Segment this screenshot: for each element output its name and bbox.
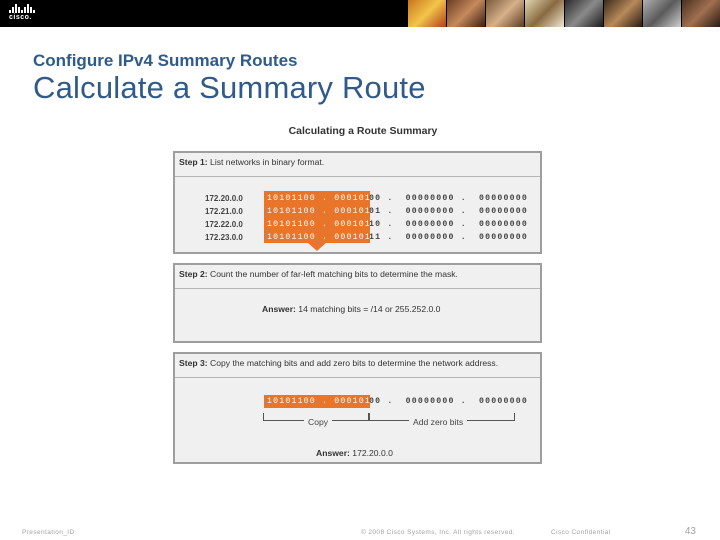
step2-heading: Step 2: Count the number of far-left matching bits to determine the mask. <box>179 269 458 279</box>
footer-copyright: © 2008 Cisco Systems, Inc. All rights reserved. <box>361 529 516 536</box>
header-banner <box>0 0 720 27</box>
binary-match-bits: 10101100 . 000101 <box>267 220 371 229</box>
cisco-bars-icon <box>9 4 43 13</box>
slide-subtitle: Configure IPv4 Summary Routes <box>33 51 298 70</box>
binary-match-bits: 10101100 . 000101 <box>267 397 371 406</box>
cisco-logo <box>9 4 43 24</box>
step2-answer: Answer: 14 matching bits = /14 or 255.252.0.0 <box>262 304 441 314</box>
network-label: 172.22.0.0 <box>205 220 243 229</box>
page-number: 43 <box>684 526 696 537</box>
step2-panel <box>173 263 542 343</box>
step3-heading: Step 3: Copy the matching bits and add zero bits to determine the network address. <box>179 358 499 368</box>
step1-heading: Step 1: List networks in binary format. <box>179 157 325 167</box>
footer-presentation-id: Presentation_ID <box>22 529 75 536</box>
header-photo-strip <box>408 0 720 27</box>
network-label: 172.21.0.0 <box>205 207 243 216</box>
binary-remaining-bits: 01 . 00000000 . 00000000 <box>369 207 528 216</box>
binary-remaining-bits: 10 . 00000000 . 00000000 <box>369 220 528 229</box>
footer-confidential: Cisco Confidential <box>551 529 611 536</box>
binary-remaining-bits: 00 . 00000000 . 00000000 <box>369 397 528 406</box>
binary-remaining-bits: 11 . 00000000 . 00000000 <box>369 233 528 242</box>
zero-bits-label: Add zero bits <box>409 417 467 427</box>
binary-match-bits: 10101100 . 000101 <box>267 233 371 242</box>
step1-divider <box>175 176 540 177</box>
step2-divider <box>175 288 540 289</box>
step1-pointer-icon <box>307 242 327 252</box>
slide-title: Calculate a Summary Route <box>33 70 426 105</box>
network-label: 172.20.0.0 <box>205 194 243 203</box>
binary-match-bits: 10101100 . 000101 <box>267 194 371 203</box>
binary-match-bits: 10101100 . 000101 <box>267 207 371 216</box>
network-label: 172.23.0.0 <box>205 233 243 242</box>
copy-label: Copy <box>304 417 332 427</box>
step1-panel <box>173 151 542 254</box>
step3-answer: Answer: 172.20.0.0 <box>316 448 393 458</box>
step3-panel <box>173 352 542 464</box>
cisco-wordmark: cisco. <box>9 14 32 21</box>
step3-divider <box>175 377 540 378</box>
figure-title: Calculating a Route Summary <box>288 125 438 137</box>
binary-remaining-bits: 00 . 00000000 . 00000000 <box>369 194 528 203</box>
